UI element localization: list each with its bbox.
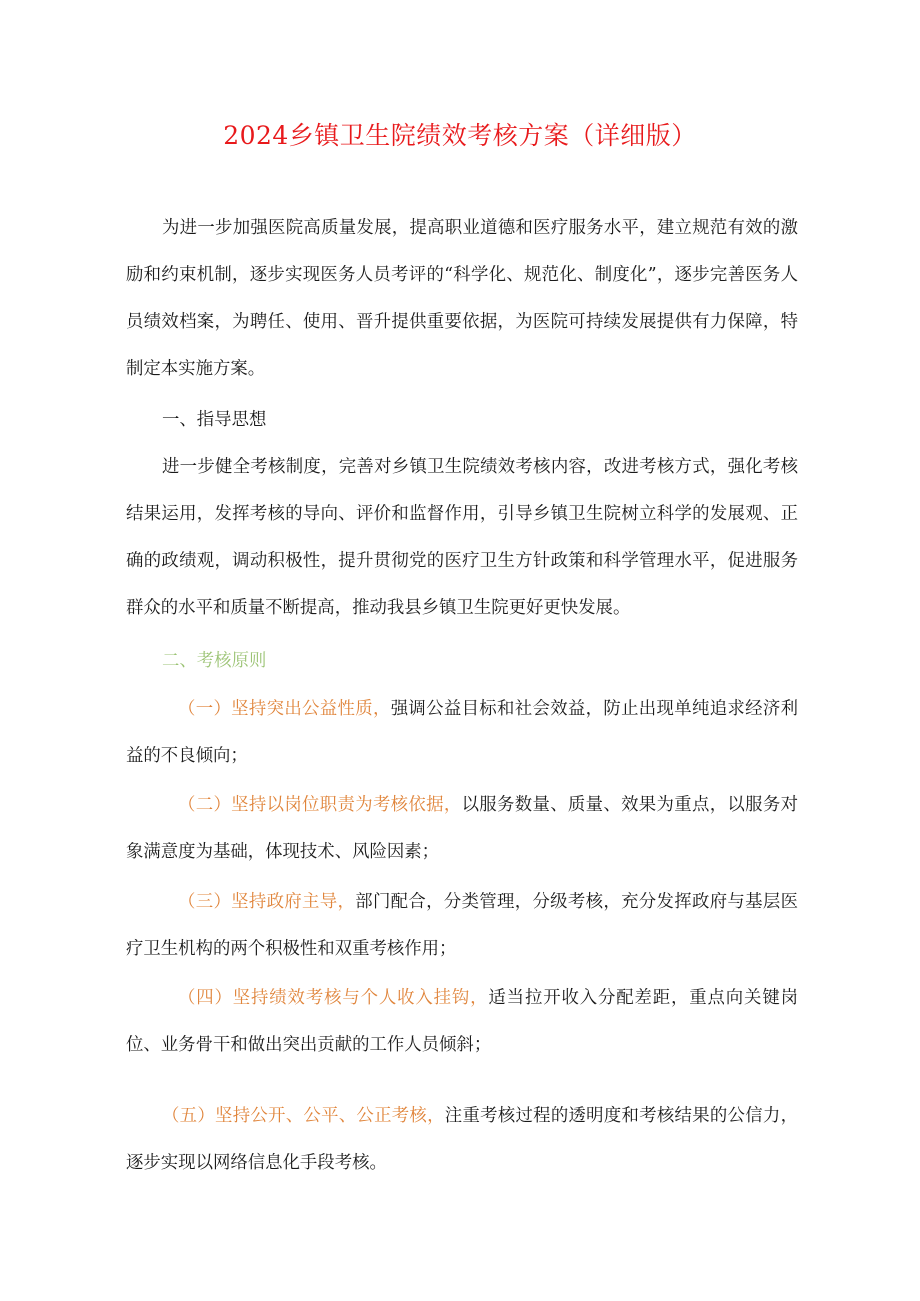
intro-paragraph: 为进一步加强医院高质量发展，提高职业道德和医疗服务水平，建立规范有效的激励和约束机制，逐步实现医务人员考评的“科学化、规范化、制度化”，逐步完善医务人员绩效档案，为聘任、使用、晋升提供重要依据，为医院可持续发展提供有力保障，特制定本实施方案。 — [126, 218, 798, 379]
principle-item-3 — [126, 879, 798, 973]
principle-item-5 — [126, 1093, 798, 1187]
principle-item-3-text: 部门配合，分类管理，分级考核，充分发挥政府与基层医疗卫生机构的两个积极性和双重考核作用； — [126, 892, 798, 959]
principle-item-3-lead: （三）坚持政府主导， — [178, 892, 356, 912]
principle-item-2-text: 以服务数量、质量、效果为重点，以服务对象满意度为基础，体现技术、风险因素； — [126, 795, 798, 862]
principle-item-1-text: 强调公益目标和社会效益，防止出现单纯追求经济利益的不良倾向； — [126, 699, 798, 766]
principle-item-4 — [126, 975, 798, 1069]
section-2-heading: 二、考核原则 — [162, 651, 267, 671]
principle-item-2 — [126, 782, 798, 876]
principle-item-4-lead: （四）坚持绩效考核与个人收入挂钩， — [178, 988, 489, 1008]
section-1-body: 进一步健全考核制度，完善对乡镇卫生院绩效考核内容，改进考核方式，强化考核结果运用，发挥考核的导向、评价和监督作用，引导乡镇卫生院树立科学的发展观、正确的政绩观，调动积极性，提升贯彻党的医疗卫生方针政策和科学管理水平，促进服务群众的水平和质量不断提高，推动我县乡镇卫生院更好更快发展。 — [126, 457, 798, 618]
principle-item-1 — [126, 686, 798, 780]
section-1-heading: 一、指导思想 — [162, 410, 267, 430]
principle-item-4-text: 适当拉开收入分配差距，重点向关键岗位、业务骨干和做出突出贡献的工作人员倾斜； — [126, 988, 798, 1055]
document-title: 2024乡镇卫生院绩效考核方案（详细版） — [223, 121, 697, 150]
principle-item-2-lead: （二）坚持以岗位职责为考核依据， — [178, 795, 462, 815]
principle-item-5-lead: （五）坚持公开、公平、公正考核， — [162, 1106, 445, 1126]
principle-item-1-lead: （一）坚持突出公益性质， — [178, 699, 391, 719]
principle-item-5-text: 注重考核过程的透明度和考核结果的公信力，逐步实现以网络信息化手段考核。 — [126, 1106, 798, 1173]
